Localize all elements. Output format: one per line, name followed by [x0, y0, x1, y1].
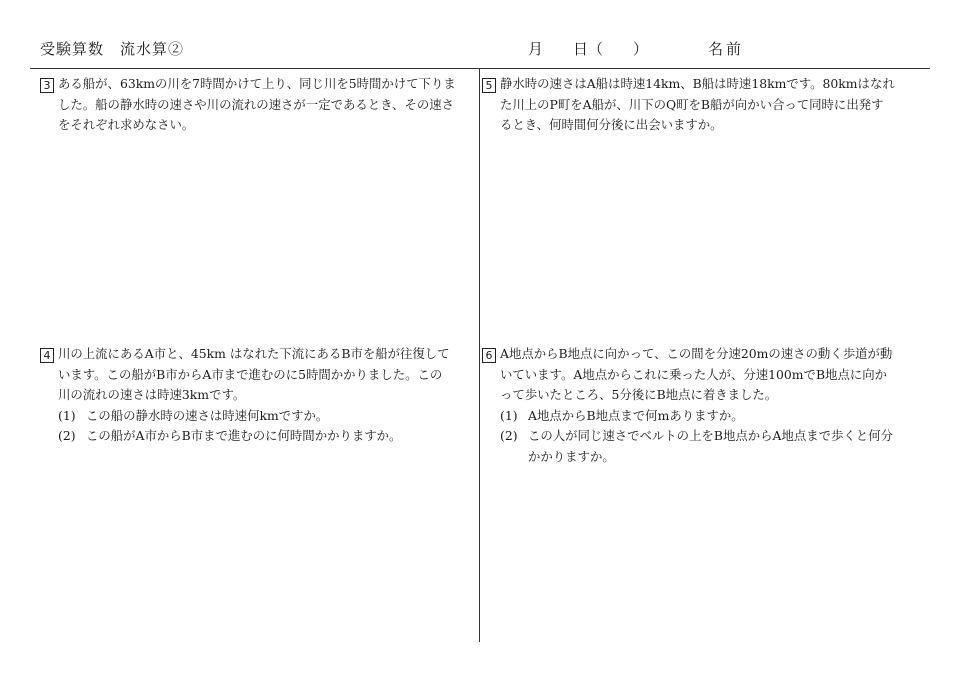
problem-5 [482, 74, 922, 136]
sub-question-2 [500, 426, 922, 447]
header-divider [30, 68, 930, 69]
problem-line: ある船が、63kmの川を7時間かけて上り、同じ川を5時間かけて下りま [58, 76, 456, 91]
name-label: 名前 [708, 40, 745, 58]
problem-text [58, 74, 472, 136]
sub-questions [500, 406, 922, 468]
sub-question-label: (2) [500, 428, 518, 443]
problem-line: いています。A地点からこれに乗った人が、分速100mでB地点に向か [500, 366, 888, 382]
problem-number-6: 6 [482, 348, 496, 363]
problem-text [500, 344, 922, 406]
date-field: 月 日（ ） [528, 40, 649, 58]
problem-3 [40, 74, 472, 136]
problem-line: るとき、何時間何分後に出会いますか。 [500, 117, 723, 132]
sub-question-text: この船がA市からB市まで進むのに何時間かかりますか。 [86, 428, 402, 443]
problem-line: A地点からB地点に向かって、この間を分速20mの速さの動く歩道が動 [500, 346, 893, 361]
sub-question-text: この人が同じ速さでベルトの上をB地点からA地点まで歩くと何分 [528, 428, 893, 443]
sub-question-continuation: かかりますか。 [528, 448, 615, 464]
problem-4 [40, 344, 472, 447]
sub-question-text: この船の静水時の速さは時速何kmですか。 [86, 407, 329, 423]
problem-line: した。船の静水時の速さや川の流れの速さが一定であるとき、その速さ [58, 96, 455, 112]
sub-question-2 [58, 426, 472, 447]
sub-questions [58, 406, 472, 447]
problem-number-5: 5 [482, 78, 496, 93]
problem-line: 静水時の速さはA船は時速14km、B船は時速18kmです。80kmはなれ [500, 76, 895, 91]
problem-6 [482, 344, 922, 467]
sub-question-label: (2) [58, 428, 76, 443]
problem-number-4: 4 [40, 348, 54, 363]
problem-line: をそれぞれ求めなさい。 [58, 117, 195, 132]
worksheet-header [0, 38, 960, 62]
sub-question-label: (1) [58, 407, 76, 423]
sub-question-1 [58, 406, 472, 427]
problem-line: た川上のP町をA船が、川下のQ町をB船が向かい合って同時に出発す [500, 96, 884, 112]
problem-number-3: 3 [40, 78, 54, 93]
column-divider [479, 68, 480, 642]
problem-text [500, 74, 922, 136]
worksheet-title: 受験算数 流水算② [40, 40, 185, 58]
problem-text [58, 344, 472, 406]
problem-line: って歩いたところ、5分後にB地点に着きました。 [500, 387, 778, 402]
sub-question-text: A地点からB地点まで何mありますか。 [528, 407, 744, 423]
problem-line: います。この船がB市からA市まで進むのに5時間かかりました。この [58, 366, 443, 382]
problem-line: 川の流れの速さは時速3kmです。 [58, 387, 246, 402]
sub-question-1 [500, 406, 922, 427]
problem-line: 川の上流にあるA市と、45km はなれた下流にあるB市を船が往復して [58, 346, 450, 361]
sub-question-label: (1) [500, 407, 518, 423]
